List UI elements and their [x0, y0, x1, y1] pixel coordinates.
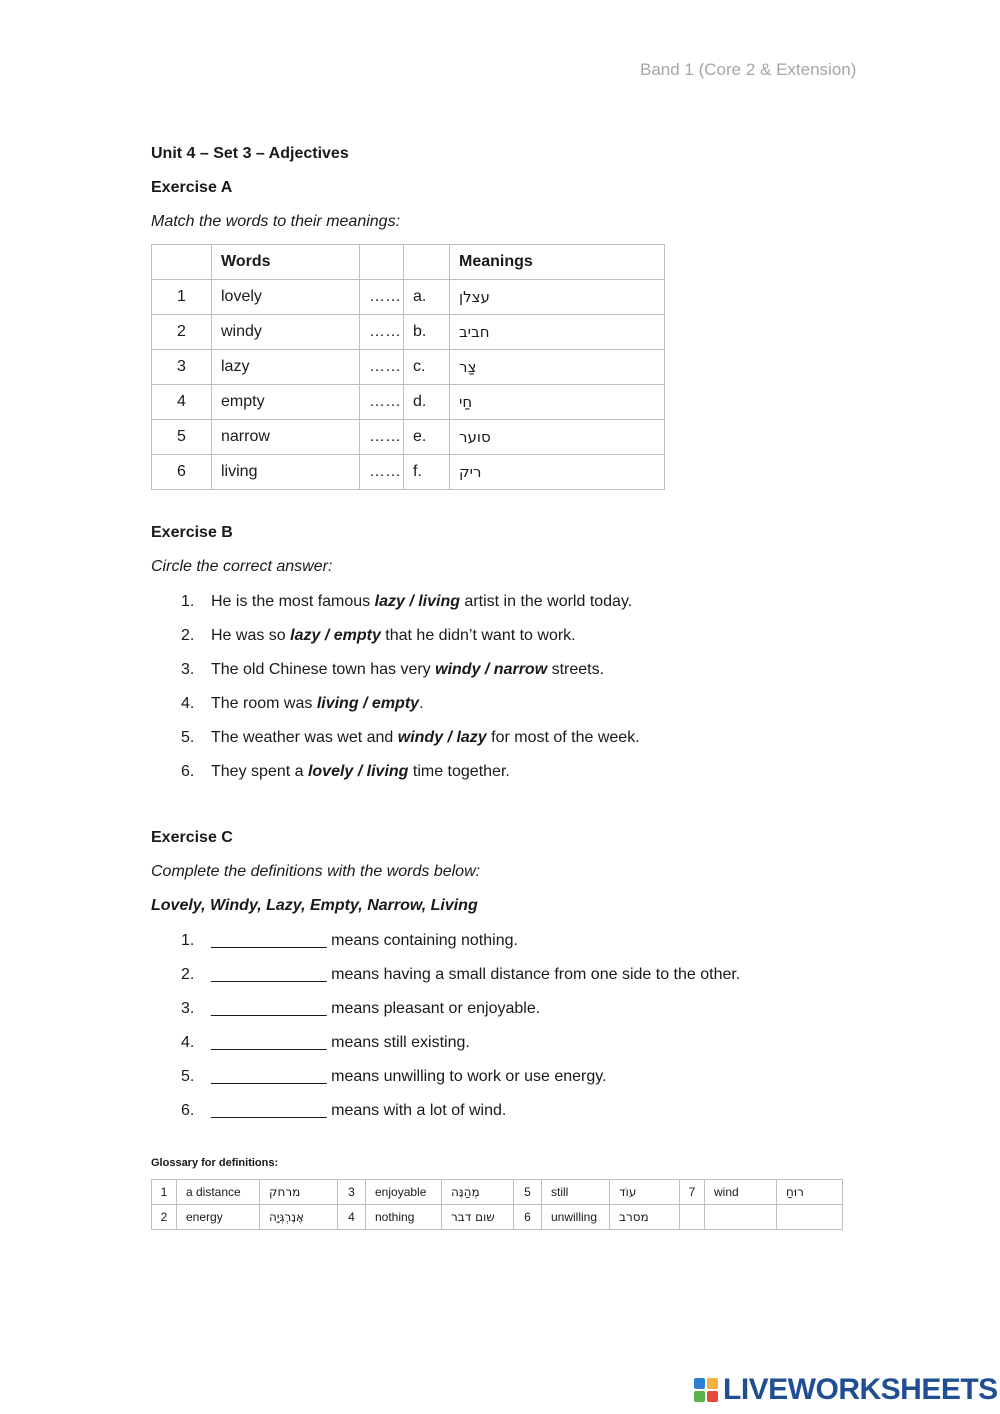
answer-choice[interactable]: lovely / living — [307, 763, 409, 780]
gloss-he: מסרב — [610, 1205, 680, 1230]
item-number: 5. — [181, 1068, 195, 1085]
gloss-num: 2 — [152, 1205, 177, 1230]
gloss-en: wind — [705, 1180, 777, 1205]
row-letter: e. — [404, 420, 450, 455]
header-band-label: Band 1 (Core 2 & Extension) — [640, 60, 857, 79]
row-meaning: צַר — [450, 350, 665, 385]
list-item — [151, 626, 640, 660]
exercise-c-list — [151, 931, 740, 1135]
table-row — [152, 350, 665, 385]
row-word: living — [212, 455, 360, 490]
fill-blank[interactable]: _____________ — [211, 1000, 327, 1017]
row-letter: b. — [404, 315, 450, 350]
unit-title: Unit 4 – Set 3 – Adjectives — [151, 145, 349, 162]
row-meaning: חַי — [450, 385, 665, 420]
answer-blank[interactable]: …… — [360, 385, 404, 420]
row-word: lazy — [212, 350, 360, 385]
fill-blank[interactable]: _____________ — [211, 1102, 327, 1119]
gloss-en: enjoyable — [366, 1180, 442, 1205]
answer-choice[interactable]: living / empty — [316, 695, 420, 712]
row-word: empty — [212, 385, 360, 420]
item-text: that he didn’t want to work. — [380, 627, 576, 644]
answer-choice[interactable]: lazy / living — [374, 593, 460, 610]
gloss-en: energy — [177, 1205, 260, 1230]
row-word: narrow — [212, 420, 360, 455]
item-text: streets. — [547, 661, 605, 678]
gloss-he: שום דבר — [442, 1205, 514, 1230]
item-number: 4. — [181, 695, 195, 712]
answer-blank[interactable]: …… — [360, 420, 404, 455]
logo-grid-icon — [693, 1377, 721, 1403]
gloss-en: a distance — [177, 1180, 260, 1205]
gloss-en: still — [542, 1180, 610, 1205]
answer-blank[interactable]: …… — [360, 280, 404, 315]
gloss-he: אֶנֶרְגְּיָה — [260, 1205, 338, 1230]
gloss-num: 5 — [514, 1180, 542, 1205]
table-row — [152, 420, 665, 455]
exercise-b-instruction: Circle the correct answer: — [151, 558, 333, 575]
header-meanings: Meanings — [450, 245, 665, 280]
gloss-he: עוֹד — [610, 1180, 680, 1205]
list-item — [151, 1101, 740, 1135]
row-word: windy — [212, 315, 360, 350]
header-num-cell — [152, 245, 212, 280]
answer-choice[interactable]: windy / narrow — [435, 661, 548, 678]
row-meaning: ריק — [450, 455, 665, 490]
list-item — [151, 999, 740, 1033]
row-word: lovely — [212, 280, 360, 315]
answer-blank[interactable]: …… — [360, 350, 404, 385]
item-number: 5. — [181, 729, 195, 746]
table-row — [152, 315, 665, 350]
table-row — [152, 1180, 843, 1205]
item-text: artist in the world today. — [459, 593, 633, 610]
gloss-num: 1 — [152, 1180, 177, 1205]
list-item — [151, 762, 640, 796]
row-letter: c. — [404, 350, 450, 385]
list-item — [151, 1067, 740, 1101]
row-meaning: חביב — [450, 315, 665, 350]
item-text: means containing nothing. — [326, 932, 518, 949]
row-letter: a. — [404, 280, 450, 315]
list-item — [151, 660, 640, 694]
item-number: 3. — [181, 661, 195, 678]
gloss-num — [680, 1205, 705, 1230]
row-number: 4 — [152, 385, 212, 420]
row-number: 6 — [152, 455, 212, 490]
exercise-a-title: Exercise A — [151, 179, 233, 196]
gloss-num: 6 — [514, 1205, 542, 1230]
gloss-num: 7 — [680, 1180, 705, 1205]
row-number: 1 — [152, 280, 212, 315]
item-text: The room was — [211, 695, 317, 712]
gloss-he — [777, 1205, 843, 1230]
header-words: Words — [212, 245, 360, 280]
answer-choice[interactable]: windy / lazy — [397, 729, 487, 746]
exercise-c-instruction: Complete the definitions with the words below: — [151, 863, 481, 880]
item-number: 3. — [181, 1000, 195, 1017]
gloss-en: nothing — [366, 1205, 442, 1230]
gloss-num: 3 — [338, 1180, 366, 1205]
answer-blank[interactable]: …… — [360, 455, 404, 490]
list-item — [151, 965, 740, 999]
item-text: for most of the week. — [486, 729, 640, 746]
item-number: 2. — [181, 966, 195, 983]
item-text: means having a small distance from one side to the other. — [326, 966, 741, 983]
item-text: means with a lot of wind. — [326, 1102, 507, 1119]
table-row — [152, 280, 665, 315]
list-item — [151, 728, 640, 762]
table-row — [152, 455, 665, 490]
item-text: He was so — [211, 627, 291, 644]
liveworksheets-logo — [693, 1374, 998, 1406]
gloss-num: 4 — [338, 1205, 366, 1230]
item-number: 1. — [181, 593, 195, 610]
item-text: means pleasant or enjoyable. — [326, 1000, 541, 1017]
row-number: 3 — [152, 350, 212, 385]
list-item — [151, 694, 640, 728]
row-letter: d. — [404, 385, 450, 420]
item-number: 6. — [181, 1102, 195, 1119]
exercise-c-title: Exercise C — [151, 829, 233, 846]
fill-blank[interactable]: _____________ — [211, 932, 327, 949]
fill-blank[interactable]: _____________ — [211, 966, 327, 983]
header-letter-cell — [404, 245, 450, 280]
answer-choice[interactable]: lazy / empty — [290, 627, 381, 644]
gloss-he: רוּחַ — [777, 1180, 843, 1205]
item-text: He is the most famous — [211, 593, 375, 610]
list-item — [151, 1033, 740, 1067]
list-item — [151, 592, 640, 626]
item-number: 4. — [181, 1034, 195, 1051]
fill-blank[interactable]: _____________ — [211, 1068, 327, 1085]
row-number: 5 — [152, 420, 212, 455]
fill-blank[interactable]: _____________ — [211, 1034, 327, 1051]
answer-blank[interactable]: …… — [360, 315, 404, 350]
item-text: means unwilling to work or use energy. — [326, 1068, 607, 1085]
item-text: . — [419, 695, 424, 712]
gloss-he: מְהַנֶּה — [442, 1180, 514, 1205]
item-number: 2. — [181, 627, 195, 644]
item-number: 6. — [181, 763, 195, 780]
glossary-title: Glossary for definitions: — [151, 1157, 279, 1169]
exercise-b-list — [151, 592, 640, 796]
exercise-a-instruction: Match the words to their meanings: — [151, 213, 401, 230]
row-meaning: סוער — [450, 420, 665, 455]
row-letter: f. — [404, 455, 450, 490]
item-text: The old Chinese town has very — [211, 661, 436, 678]
logo-text: LIVEWORKSHEETS — [723, 1373, 998, 1406]
row-number: 2 — [152, 315, 212, 350]
item-number: 1. — [181, 932, 195, 949]
item-text: means still existing. — [326, 1034, 470, 1051]
glossary-table — [151, 1179, 843, 1230]
list-item — [151, 931, 740, 965]
gloss-en: unwilling — [542, 1205, 610, 1230]
table-row — [152, 385, 665, 420]
gloss-he: מרחק — [260, 1180, 338, 1205]
item-text: They spent a — [211, 763, 308, 780]
table-row — [152, 1205, 843, 1230]
item-text: The weather was wet and — [211, 729, 398, 746]
gloss-en — [705, 1205, 777, 1230]
item-text: time together. — [408, 763, 510, 780]
matching-table — [151, 244, 665, 490]
row-meaning: עצלן — [450, 280, 665, 315]
header-blank-cell — [360, 245, 404, 280]
word-bank: Lovely, Windy, Lazy, Empty, Narrow, Living — [151, 897, 478, 914]
exercise-b-title: Exercise B — [151, 524, 233, 541]
